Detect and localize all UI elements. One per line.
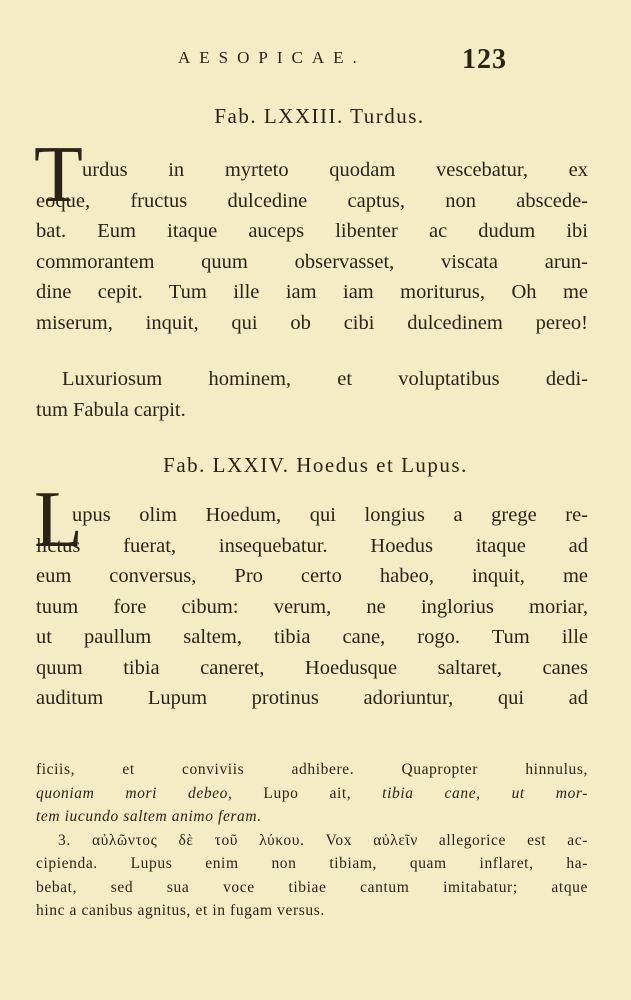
text-line: auditum Lupum protinus adoriuntur, qui ad: [36, 687, 588, 709]
footnotes: [36, 758, 588, 923]
footnote-line: ficiis, et conviviis adhibere. Quapropter hinnulus,: [36, 761, 588, 778]
moral-line: tum Fabula carpit.: [36, 398, 186, 421]
footnote-line: hinc a canibus agnitus, et in fugam versus.: [36, 902, 325, 919]
running-head: AESOPICAE.: [178, 48, 366, 67]
text-line: ut paullum saltem, tibia cane, rogo. Tum ille: [36, 626, 588, 648]
text-line: commorantem quum observasset, viscata arun-: [36, 250, 588, 273]
fable-74-title: Fab. LXXIV. Hoedus et Lupus.: [163, 453, 468, 477]
footnote-line: 3. αὐλῶντος δὲ τοῦ λύκου. Vox αὐλεῖν allegorice est ac-: [58, 831, 588, 849]
text-line: tuum fore cibum: verum, ne inglorius moriar,: [36, 595, 588, 618]
footnote-line: cipienda. Lupus enim non tibiam, quam inflaret, ha-: [36, 855, 588, 872]
text-line: eoque, fructus dulcedine captus, non abscede-: [36, 189, 588, 212]
fable-73-text: [34, 131, 588, 338]
page-header: [0, 44, 631, 78]
drop-cap-t: T: [34, 131, 83, 219]
moral-line: Luxuriosum hominem, et voluptatibus dedi-: [62, 368, 588, 390]
drop-cap-l: L: [34, 476, 83, 564]
fable-74-text: [34, 476, 588, 714]
page-number: 123: [462, 44, 507, 75]
fable-73-moral: [36, 364, 588, 425]
footnote-line: [36, 782, 588, 806]
text-line: eum conversus, Pro certo habeo, inquit, me: [36, 565, 588, 587]
text-line: upus olim Hoedum, qui longius a grege re-: [72, 504, 588, 526]
footnote-quote: tibia cane, ut mor-: [382, 784, 588, 802]
text-line: urdus in myrteto quodam vescebatur, ex: [82, 159, 588, 181]
fable-73-title: Fab. LXXIII. Turdus.: [214, 104, 425, 128]
text-line: miserum, inquit, qui ob cibi dulcedinem pereo!: [36, 311, 588, 334]
text-line: bat. Eum itaque auceps libenter ac dudum ibi: [36, 220, 588, 242]
text-line: quum tibia caneret, Hoedusque saltaret, canes: [36, 656, 588, 679]
footnote-text: Lupo ait,: [232, 784, 383, 802]
footnote-line: bebat, sed sua voce tibiae cantum imitabatur; atque: [36, 878, 588, 896]
footnote-quote: quoniam mori debeo,: [36, 784, 233, 802]
text-line: dine cepit. Tum ille iam iam moriturus, Oh me: [36, 281, 588, 303]
footnote-line: tem iucundo saltem animo feram.: [36, 808, 262, 825]
text-line: lictus fuerat, insequebatur. Hoedus itaque ad: [36, 534, 588, 557]
